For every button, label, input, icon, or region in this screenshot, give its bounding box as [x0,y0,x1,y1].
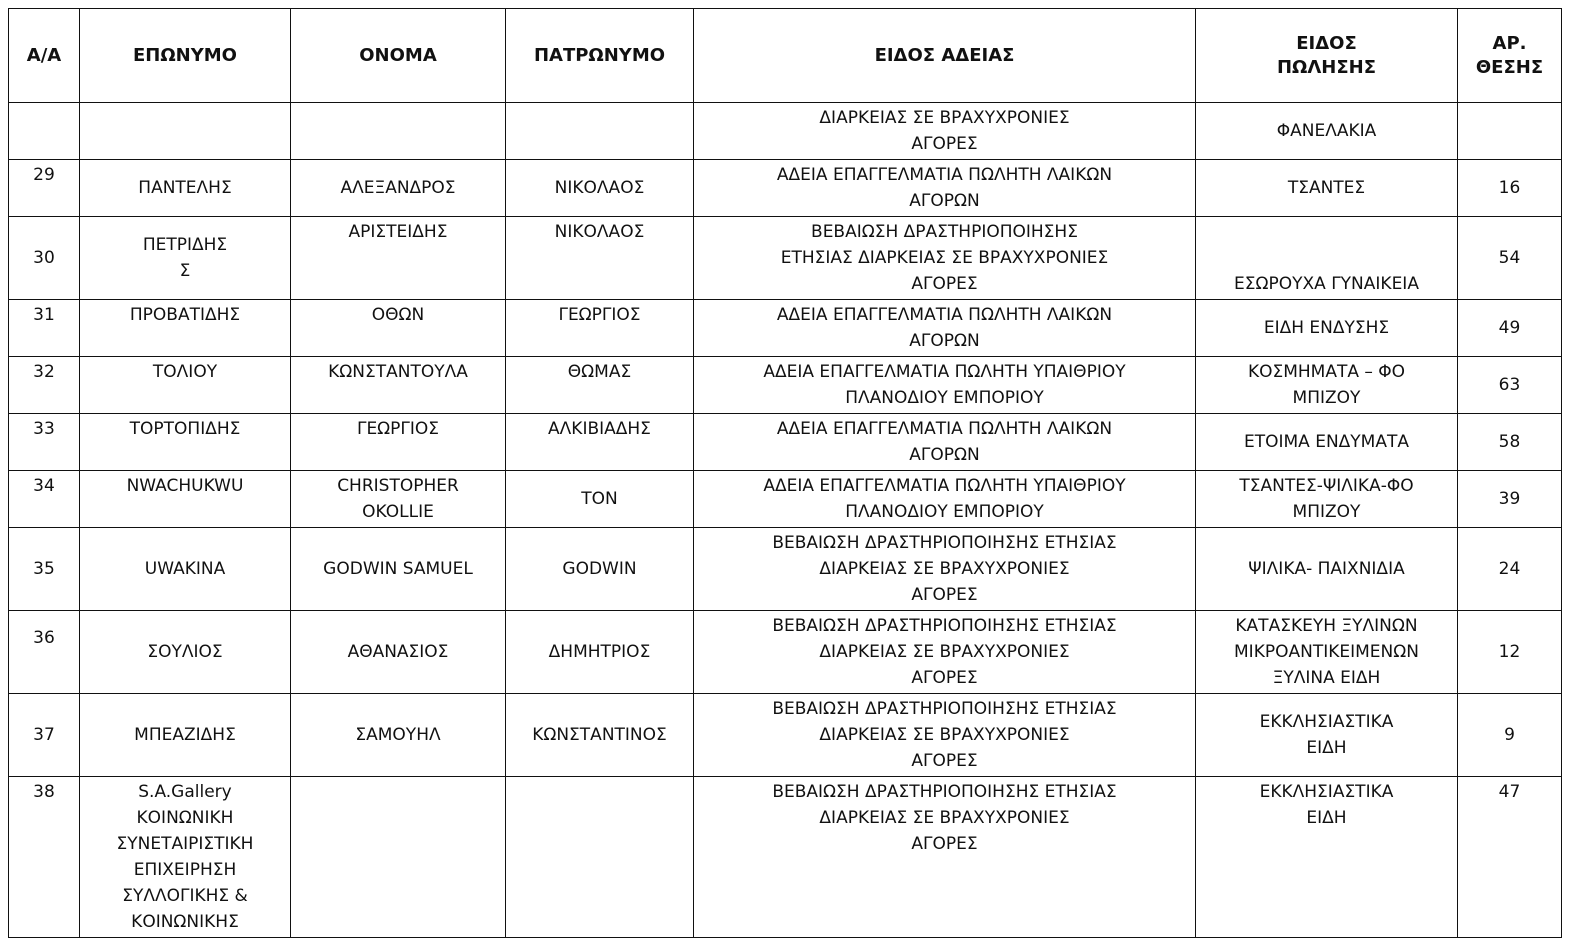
header-license: ΕΙΔΟΣ ΑΔΕΙΑΣ [694,9,1196,103]
cell-name: CHRISTOPHER OKOLLIE [291,471,506,528]
cell-sale: ΚΑΤΑΣΚΕΥΗ ΞΥΛΙΝΩΝ ΜΙΚΡΟΑΝΤΙΚΕΙΜΕΝΩΝ ΞΥΛΙΝΑ ΕΙΔΗ [1196,611,1458,694]
table-row [9,103,1562,160]
cell-surname: ΠΕΤΡΙΔΗΣ Σ [80,217,291,300]
cell-surname: NWACHUKWU [80,471,291,528]
cell-license: ΒΕΒΑΙΩΣΗ ΔΡΑΣΤΗΡΙΟΠΟΙΗΣΗΣ ΕΤΗΣΙΑΣ ΔΙΑΡΚΕΙΑΣ ΣΕ ΒΡΑΧΥΧΡΟΝΙΕΣ ΑΓΟΡΕΣ [694,217,1196,300]
cell-license: ΑΔΕΙΑ ΕΠΑΓΓΕΛΜΑΤΙΑ ΠΩΛΗΤΗ ΥΠΑΙΘΡΙΟΥ ΠΛΑΝΟΔΙΟΥ ΕΜΠΟΡΙΟΥ [694,357,1196,414]
cell-father: ΚΩΝΣΤΑΝΤΙΝΟΣ [506,694,694,777]
cell-surname: ΤΟΛΙΟΥ [80,357,291,414]
cell-sale: ΕΤΟΙΜΑ ΕΝΔΥΜΑΤΑ [1196,414,1458,471]
cell-surname: ΠΑΝΤΕΛΗΣ [80,160,291,217]
cell-aa: 32 [9,357,80,414]
cell-sale: ΤΣΑΝΤΕΣ-ΨΙΛΙΚΑ-ΦΟ ΜΠΙΖΟΥ [1196,471,1458,528]
cell-sale: ΤΣΑΝΤΕΣ [1196,160,1458,217]
cell-sale: ΕΙΔΗ ΕΝΔΥΣΗΣ [1196,300,1458,357]
cell-father: ΔΗΜΗΤΡΙΟΣ [506,611,694,694]
cell-father [506,103,694,160]
cell-aa: 38 [9,777,80,938]
cell-position: 24 [1458,528,1562,611]
cell-surname: ΤΟΡΤΟΠΙΔΗΣ [80,414,291,471]
cell-name: GODWIN SAMUEL [291,528,506,611]
vendors-table [8,8,1562,938]
table-row [9,611,1562,694]
cell-aa: 29 [9,160,80,217]
cell-name: ΑΘΑΝΑΣΙΟΣ [291,611,506,694]
cell-name: ΑΛΕΞΑΝΔΡΟΣ [291,160,506,217]
table-row [9,160,1562,217]
cell-position: 58 [1458,414,1562,471]
cell-surname: ΣΟΥΛΙΟΣ [80,611,291,694]
cell-surname: UWAKINA [80,528,291,611]
cell-position [1458,103,1562,160]
cell-license: ΒΕΒΑΙΩΣΗ ΔΡΑΣΤΗΡΙΟΠΟΙΗΣΗΣ ΕΤΗΣΙΑΣ ΔΙΑΡΚΕΙΑΣ ΣΕ ΒΡΑΧΥΧΡΟΝΙΕΣ ΑΓΟΡΕΣ [694,694,1196,777]
cell-aa: 30 [9,217,80,300]
cell-surname [80,103,291,160]
cell-name: ΟΘΩΝ [291,300,506,357]
cell-surname: ΠΡΟΒΑΤΙΔΗΣ [80,300,291,357]
cell-position: 49 [1458,300,1562,357]
cell-sale: ΕΣΩΡΟΥΧΑ ΓΥΝΑΙΚΕΙΑ [1196,217,1458,300]
cell-surname: S.A.Gallery ΚΟΙΝΩΝΙΚΗ ΣΥΝΕΤΑΙΡΙΣΤΙΚΗ ΕΠΙΧΕΙΡΗΣΗ ΣΥΛΛΟΓΙΚΗΣ & ΚΟΙΝΩΝΙΚΗΣ [80,777,291,938]
cell-license: ΔΙΑΡΚΕΙΑΣ ΣΕ ΒΡΑΧΥΧΡΟΝΙΕΣ ΑΓΟΡΕΣ [694,103,1196,160]
cell-license: ΑΔΕΙΑ ΕΠΑΓΓΕΛΜΑΤΙΑ ΠΩΛΗΤΗ ΛΑΙΚΩΝ ΑΓΟΡΩΝ [694,300,1196,357]
table-row [9,528,1562,611]
header-name: ΟΝΟΜΑ [291,9,506,103]
cell-sale: ΕΚΚΛΗΣΙΑΣΤΙΚΑ ΕΙΔΗ [1196,694,1458,777]
cell-sale: ΕΚΚΛΗΣΙΑΣΤΙΚΑ ΕΙΔΗ [1196,777,1458,938]
table-row [9,414,1562,471]
cell-license: ΒΕΒΑΙΩΣΗ ΔΡΑΣΤΗΡΙΟΠΟΙΗΣΗΣ ΕΤΗΣΙΑΣ ΔΙΑΡΚΕΙΑΣ ΣΕ ΒΡΑΧΥΧΡΟΝΙΕΣ ΑΓΟΡΕΣ [694,611,1196,694]
cell-name [291,103,506,160]
cell-father: TON [506,471,694,528]
cell-position: 54 [1458,217,1562,300]
cell-license: ΑΔΕΙΑ ΕΠΑΓΓΕΛΜΑΤΙΑ ΠΩΛΗΤΗ ΥΠΑΙΘΡΙΟΥ ΠΛΑΝΟΔΙΟΥ ΕΜΠΟΡΙΟΥ [694,471,1196,528]
cell-father: ΑΛΚΙΒΙΑΔΗΣ [506,414,694,471]
table-row [9,357,1562,414]
cell-position: 9 [1458,694,1562,777]
cell-name: ΣΑΜΟΥΗΛ [291,694,506,777]
cell-aa: 31 [9,300,80,357]
cell-sale: ΚΟΣΜΗΜΑΤΑ – ΦΟ ΜΠΙΖΟΥ [1196,357,1458,414]
cell-aa: 36 [9,611,80,694]
cell-license: ΑΔΕΙΑ ΕΠΑΓΓΕΛΜΑΤΙΑ ΠΩΛΗΤΗ ΛΑΙΚΩΝ ΑΓΟΡΩΝ [694,160,1196,217]
cell-aa [9,103,80,160]
cell-father: ΝΙΚΟΛΑΟΣ [506,217,694,300]
cell-sale: ΨΙΛΙΚΑ- ΠΑΙΧΝΙΔΙΑ [1196,528,1458,611]
cell-father [506,777,694,938]
cell-father: GODWIN [506,528,694,611]
header-surname: ΕΠΩΝΥΜΟ [80,9,291,103]
cell-father: ΝΙΚΟΛΑΟΣ [506,160,694,217]
cell-sale: ΦΑΝΕΛΑΚΙΑ [1196,103,1458,160]
table-row [9,217,1562,300]
cell-aa: 33 [9,414,80,471]
header-aa: Α/Α [9,9,80,103]
cell-license: ΒΕΒΑΙΩΣΗ ΔΡΑΣΤΗΡΙΟΠΟΙΗΣΗΣ ΕΤΗΣΙΑΣ ΔΙΑΡΚΕΙΑΣ ΣΕ ΒΡΑΧΥΧΡΟΝΙΕΣ ΑΓΟΡΕΣ [694,528,1196,611]
cell-name: ΚΩΝΣΤΑΝΤΟΥΛΑ [291,357,506,414]
cell-license: ΒΕΒΑΙΩΣΗ ΔΡΑΣΤΗΡΙΟΠΟΙΗΣΗΣ ΕΤΗΣΙΑΣ ΔΙΑΡΚΕΙΑΣ ΣΕ ΒΡΑΧΥΧΡΟΝΙΕΣ ΑΓΟΡΕΣ [694,777,1196,938]
cell-aa: 34 [9,471,80,528]
cell-name [291,777,506,938]
cell-position: 63 [1458,357,1562,414]
cell-position: 39 [1458,471,1562,528]
cell-aa: 37 [9,694,80,777]
cell-father: ΘΩΜΑΣ [506,357,694,414]
table-row [9,471,1562,528]
cell-license: ΑΔΕΙΑ ΕΠΑΓΓΕΛΜΑΤΙΑ ΠΩΛΗΤΗ ΛΑΙΚΩΝ ΑΓΟΡΩΝ [694,414,1196,471]
header-row [9,9,1562,103]
cell-position: 47 [1458,777,1562,938]
header-father: ΠΑΤΡΩΝΥΜΟ [506,9,694,103]
cell-name: ΓΕΩΡΓΙΟΣ [291,414,506,471]
table-row [9,777,1562,938]
cell-position: 12 [1458,611,1562,694]
table-row [9,300,1562,357]
header-position: ΑΡ. ΘΕΣΗΣ [1458,9,1562,103]
cell-surname: ΜΠΕΑΖΙΔΗΣ [80,694,291,777]
cell-position: 16 [1458,160,1562,217]
cell-name: ΑΡΙΣΤΕΙΔΗΣ [291,217,506,300]
table-row [9,694,1562,777]
cell-father: ΓΕΩΡΓΙΟΣ [506,300,694,357]
header-sale: ΕΙΔΟΣ ΠΩΛΗΣΗΣ [1196,9,1458,103]
cell-aa: 35 [9,528,80,611]
